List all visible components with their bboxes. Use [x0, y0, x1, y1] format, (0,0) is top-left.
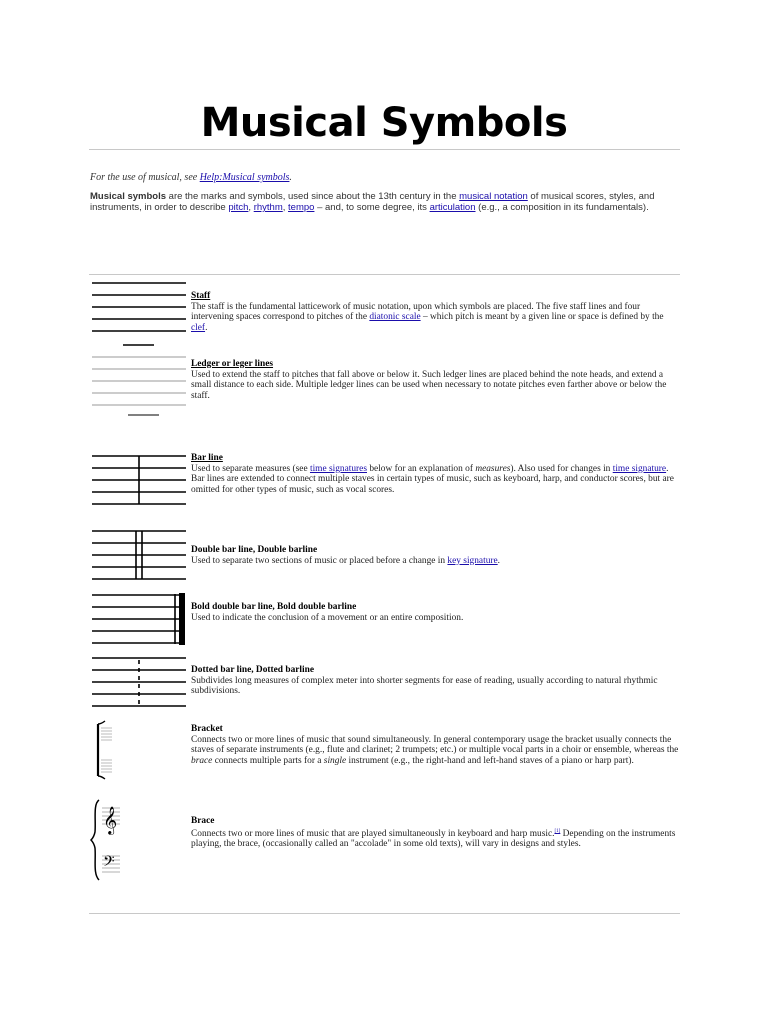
svg-text:𝄞: 𝄞 [103, 806, 118, 834]
link-articulation[interactable]: articulation [429, 202, 476, 213]
entry-dotted-bar-line [191, 665, 679, 697]
intro-text: of musical scores, styles, and instruments, in order to describe [90, 191, 655, 213]
link-pitch[interactable]: pitch [228, 202, 249, 213]
staff-text: – which pitch is meant by a given line or space is defined by the [420, 312, 664, 323]
dotted-bar-line-icon [90, 654, 188, 710]
bracket-emphasis: single [323, 755, 347, 766]
barline-text: ). Also used for changes in [510, 463, 613, 474]
page-title: Musical Symbols [200, 100, 568, 146]
double-heading: Double bar line, Double barline [191, 545, 318, 555]
section-divider-top [89, 274, 680, 275]
bold-double-bar-line-icon [90, 590, 188, 646]
bracket-heading: Bracket [191, 724, 223, 734]
intro-text: – and, to some degree, its [314, 202, 430, 213]
entry-double-bar-line [191, 545, 679, 566]
ledger-text: Used to extend the staff to pitches that fall above or below it. Such ledger lines are placed behind the note heads, and extend a small distance to each side. Multiple ledger lines can be used when necessary to notate pitches even farther above or below the staff. [191, 369, 667, 401]
bracket-text: Connects two or more lines of music that sound simultaneously. In general contemporary usage the bracket usually connects the staves of separate instruments (e.g., flute and clarinet; 2 trumpets; etc.) or multiple vocal parts in a choir or ensemble, whereas the [191, 734, 679, 756]
section-divider-bottom [89, 913, 680, 914]
bracket-text: instrument (e.g., the right-hand and left-hand staves of a piano or harp part). [346, 755, 634, 766]
link-time-signature[interactable]: time signature [612, 463, 667, 474]
entry-bracket [191, 724, 679, 766]
intro-text: (e.g., a composition in its fundamentals). [475, 202, 649, 213]
intro-text: , [282, 202, 289, 213]
hatnote-suffix: . [289, 172, 292, 183]
staff-icon [90, 280, 188, 334]
barline-text: Used to separate measures (see [191, 463, 310, 474]
intro-text: , [248, 202, 254, 213]
citation-link[interactable]: [1] [554, 828, 561, 834]
link-rhythm[interactable]: rhythm [253, 202, 283, 213]
link-key-signature[interactable]: key signature [447, 555, 498, 566]
barline-heading-link[interactable]: Bar line [191, 453, 223, 463]
entry-ledger [191, 359, 679, 401]
brace-text: Connects two or more lines of music that are played simultaneously in keyboard and harp music. [191, 828, 555, 839]
barline-emphasis: measures [475, 463, 511, 474]
bold-heading: Bold double bar line, Bold double barline [191, 602, 357, 612]
double-text: Used to separate two sections of music or placed before a change in [191, 555, 448, 566]
link-clef[interactable]: clef [191, 322, 206, 333]
bracket-icon [92, 720, 122, 782]
barline-text: below for an explanation of [367, 463, 476, 474]
entry-staff [191, 291, 679, 333]
svg-text:𝄢: 𝄢 [103, 853, 115, 874]
staff-heading-link[interactable]: Staff [191, 291, 211, 301]
entry-brace [191, 816, 679, 850]
bar-line-icon [90, 452, 188, 508]
title-divider [89, 149, 680, 150]
link-time-signatures[interactable]: time signatures [309, 463, 367, 474]
double-bar-line-icon [90, 527, 188, 583]
bracket-text: connects multiple parts for a [212, 755, 324, 766]
staff-text: . [205, 322, 208, 333]
hatnote [90, 172, 292, 183]
entry-bold-double-bar-line [191, 602, 679, 623]
intro-text: are the marks and symbols, used since about the 13th century in the [166, 191, 460, 202]
link-diatonic-scale[interactable]: diatonic scale [369, 312, 421, 323]
entry-bar-line [191, 453, 679, 495]
ledger-lines-icon [90, 340, 188, 420]
double-text: . [497, 555, 501, 566]
brace-heading: Brace [191, 816, 215, 826]
staff-text: The staff is the fundamental latticework of music notation, upon which symbols are placed. The five staff lines and four intervening spaces correspond to pitches of the [191, 301, 641, 323]
intro-paragraph [90, 191, 678, 213]
intro-bold: Musical symbols [90, 191, 167, 202]
dotted-heading: Dotted bar line, Dotted barline [191, 665, 314, 675]
bold-text: Used to indicate the conclusion of a movement or an entire composition. [191, 612, 464, 623]
brace-icon [90, 794, 122, 884]
barline-text: . Bar lines are extended to connect multiple staves in certain types of music, such as keyboard, harp, and conductor scores, but are omitted for other types of music, such as vocal scores. [191, 463, 674, 495]
dotted-text: Subdivides long measures of complex meter into shorter segments for ease of reading, usually according to natural rhythmic subdivisions. [191, 675, 658, 697]
help-link[interactable]: Help:Musical symbols [199, 172, 290, 183]
brace-text: Depending on the instruments playing, the brace, (occasionally called an "accolade" in some old texts), will vary in designs and styles. [191, 828, 676, 850]
link-tempo[interactable]: tempo [288, 202, 315, 213]
link-musical-notation[interactable]: musical notation [459, 191, 528, 202]
bracket-emphasis: brace [191, 755, 213, 766]
hatnote-prefix: For the use of musical, see [90, 172, 200, 183]
ledger-heading-link[interactable]: Ledger or leger lines [191, 359, 274, 369]
